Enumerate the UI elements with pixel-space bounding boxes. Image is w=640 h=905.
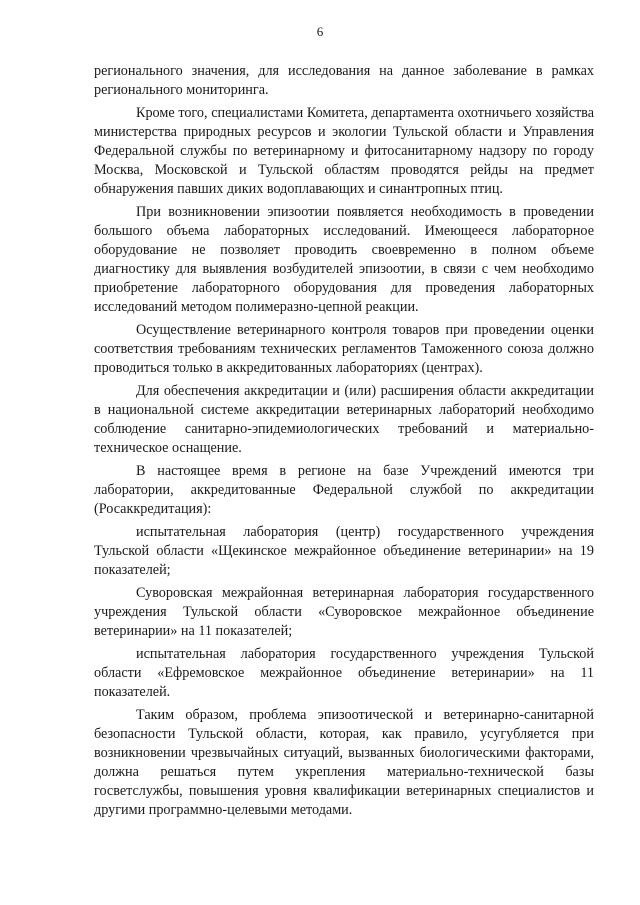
list-item-efremov-lab: испытательная лаборатория государственного учреждения Тульской области «Ефремовское межрайонное объединение ветеринарии» на 11 показателей. <box>94 646 594 700</box>
paragraph-continuation: регионального значения, для исследования на данное заболевание в рамках регионального мониторинга. <box>94 63 594 98</box>
document-body <box>94 62 594 824</box>
paragraph-epizootic-lab-needs: При возникновении эпизоотии появляется необходимость в проведении большого объема лабораторных исследований. Имеющееся лабораторное оборудование не позволяет проводить своевременно в полном объеме диагностику для выявления возбудителей эпизоотии, в связи с чем необходимо приобретение лабораторного оборудования для проведения лабораторных исследований методом полимеразно-цепной реакции. <box>94 204 594 315</box>
paragraph-accreditation-requirements: Для обеспечения аккредитации и (или) расширения области аккредитации в национальной системе аккредитации ветеринарных лабораторий необходимо соблюдение санитарно-эпидемиологических требований и материально-техническое оснащение. <box>94 383 594 456</box>
paragraph-conclusion: Таким образом, проблема эпизоотической и ветеринарно-санитарной безопасности Тульской области, которая, как правило, усугубляется при возникновении чрезвычайных ситуаций, вызванных биологическими факторами, должна решаться путем укрепления материально-технической базы госветслужбы, повышения уровня квалификации ветеринарных специалистов и другими программно-целевыми методами. <box>94 707 594 818</box>
list-item-shchekino-lab: испытательная лаборатория (центр) государственного учреждения Тульской области «Щекинское межрайонное объединение ветеринарии» на 19 показателей; <box>94 524 594 578</box>
page-number: 6 <box>316 24 324 39</box>
list-item-suvorov-lab: Суворовская межрайонная ветеринарная лаборатория государственного учреждения Тульской области «Суворовское межрайонное объединение ветеринарии» на 11 показателей; <box>94 585 594 639</box>
paragraph-inspections: Кроме того, специалистами Комитета, департамента охотничьего хозяйства министерства природных ресурсов и экологии Тульской области и Управления Федеральной службы по ветеринарному и фитосанитарному надзору по городу Москва, Московской и Тульской областям проводятся рейды на предмет обнаружения павших диких водоплавающих и синантропных птиц. <box>94 105 594 197</box>
paragraph-accredited-labs-intro: В настоящее время в регионе на базе Учреждений имеются три лаборатории, аккредитованные Федеральной службой по аккредитации (Росаккредитация): <box>94 463 594 517</box>
paragraph-veterinary-control: Осуществление ветеринарного контроля товаров при проведении оценки соответствия требованиям технических регламентов Таможенного союза должно проводиться только в аккредитованных лабораториях (центрах). <box>94 322 594 376</box>
